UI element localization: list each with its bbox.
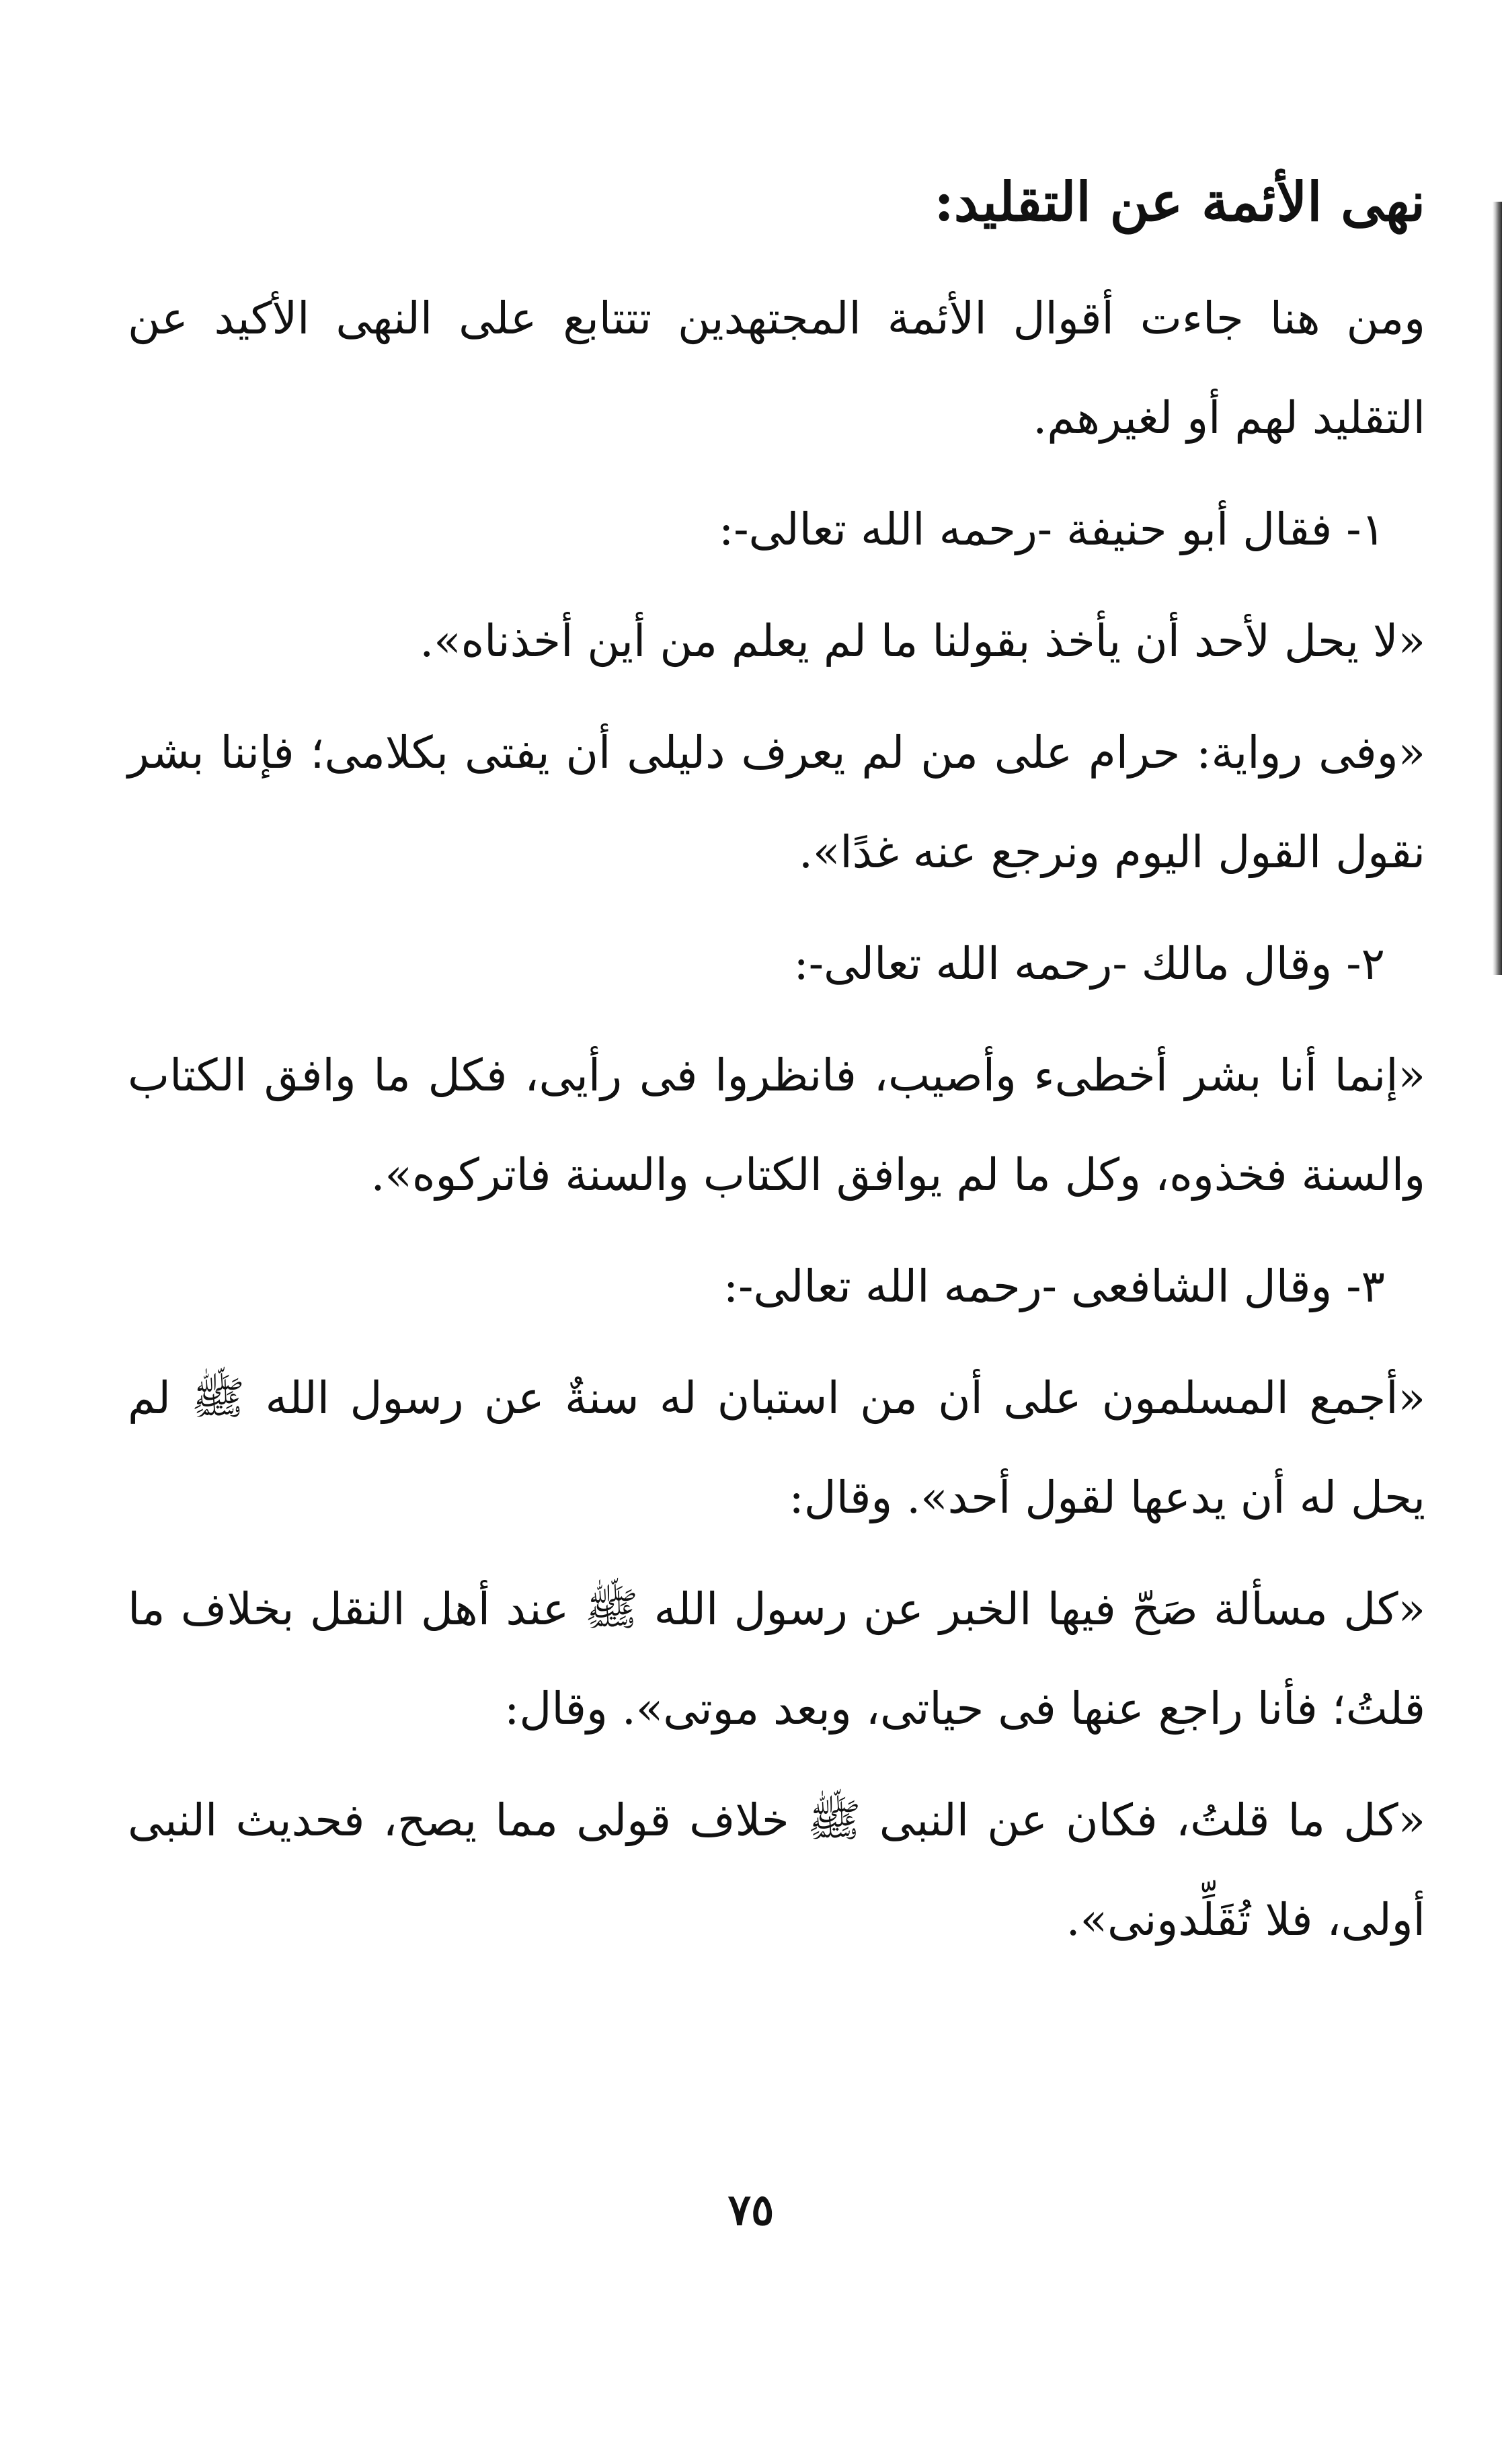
page-number: ٧٥ bbox=[727, 2185, 775, 2235]
shafii-quote-3: «كل ما قلتُ، فكان عن النبى ﷺ خلاف قولى مما يصح، فحديث النبى أولى، فلا تُقَلِّدونى». bbox=[128, 1794, 1425, 1946]
abu-hanifa-quote-1: «لا يحل لأحد أن يأخذ بقولنا ما لم يعلم من أين أخذناه». bbox=[420, 615, 1425, 667]
shafii-title: ٣- وقال الشافعى -رحمه الله تعالى-: bbox=[723, 1261, 1385, 1312]
malik-quote: «إنما أنا بشر أخطىء وأصيب، فانظروا فى رأيى، فكل ما وافق الكتاب والسنة فخذوه، وكل ما لم يوافق الكتاب والسنة فاتركوه». bbox=[128, 1049, 1425, 1201]
abu-hanifa-quote-2: «وفى رواية: حرام على من لم يعرف دليلى أن يفتى بكلامى؛ فإننا بشر نقول القول اليوم ونرجع عنه غدًا». bbox=[128, 727, 1425, 878]
section-heading: نهى الأئمة عن التقليد: bbox=[934, 170, 1425, 233]
page-binding-shadow bbox=[1493, 202, 1502, 975]
abu-hanifa-title: ١- فقال أبو حنيفة -رحمه الله تعالى-: bbox=[718, 504, 1385, 555]
shafii-quote-1: «أجمع المسلمون على أن من استبان له سنةٌ عن رسول الله ﷺ لم يحل له أن يدعها لقول أحد». وقال: bbox=[128, 1372, 1425, 1523]
malik-title: ٢- وقال مالك -رحمه الله تعالى-: bbox=[793, 938, 1385, 990]
shafii-quote-2: «كل مسألة صَحّ فيها الخبر عن رسول الله ﷺ عند أهل النقل بخلاف ما قلتُ؛ فأنا راجع عنها فى حياتى، وبعد موتى». وقال: bbox=[128, 1583, 1425, 1735]
intro-paragraph: ومن هنا جاءت أقوال الأئمة المجتهدين تتتابع على النهى الأكيد عن التقليد لهم أو لغيرهم. bbox=[128, 292, 1425, 444]
book-page bbox=[128, 161, 1425, 1982]
